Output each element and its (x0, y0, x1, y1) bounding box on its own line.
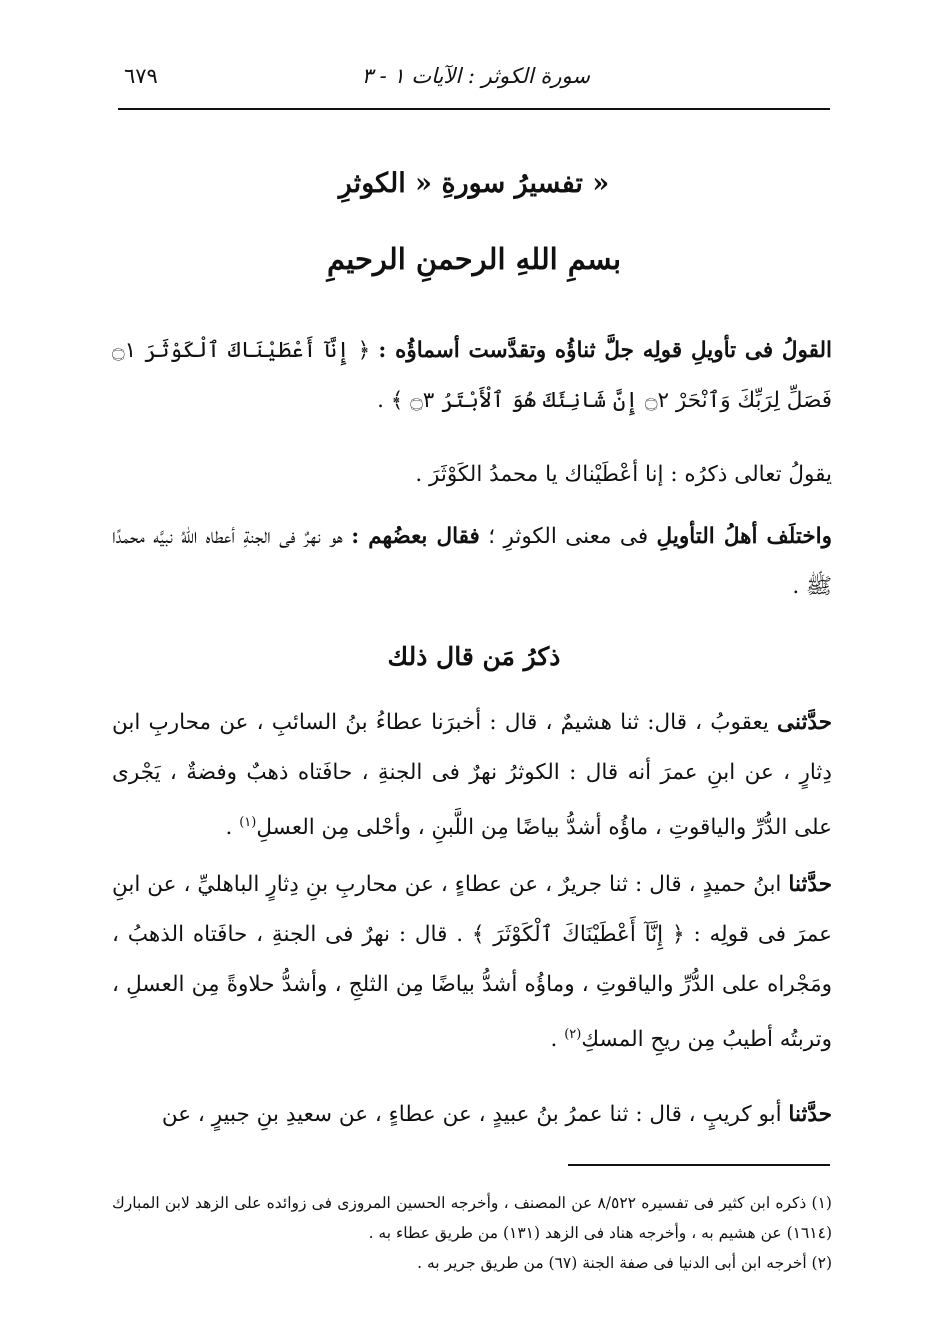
running-title: سورة الكوثر : الآيات ١ - ٣ (361, 64, 590, 88)
paragraph-disagreement (112, 512, 832, 612)
footnote-1: (١) ذكره ابن كثير فى تفسيره ٨/٥٢٢ عن المصنف ، وأخرجه الحسين المروزى فى زوائده على الزهد لابن المبارك (١٦١٤) عن هشيم به ، وأخرجه هناد فى الزهد (١٣١) من طريق عطاء به . (112, 1194, 832, 1242)
footnote-2: (٢) أخرجه ابن أبى الدنيا فى صفة الجنة (٦٧) من طريق جرير به . (417, 1254, 832, 1272)
narration-2-text: ابنُ حميدٍ ، قال : ثنا جريرٌ ، عن عطاءٍ ، عن محاربِ بنِ دِثارٍ الباهليِّ ، عن ابنِ عمرَ فى قولِه : ﴿ إِنَّآ أَعْطَيْنَاكَ ٱلْكَوْثَرَ ﴾ . قال : نهرٌ فى الجنةِ ، حافَتاه الذهبُ ، ومَجْراه على الدُّرِّ والياقوتِ ، وماؤُه أشدُّ بياضًا مِن الثلجِ ، وأشدُّ حلاوةً مِن العسلِ ، وتربتُه أطيبُ مِن ريحِ المسكِ (112, 872, 832, 1053)
narration-3-text: أبو كريبٍ ، قال : ثنا عمرُ بنُ عبيدٍ ، عن عطاءٍ ، عن سعيدِ بنِ جبيرٍ ، عن (161, 1102, 789, 1127)
narration-2-end: . (550, 1027, 565, 1053)
page-header (118, 60, 830, 104)
narration-2 (112, 860, 832, 1065)
surah-title: تفسيرُ سورةِ « الكوثرِ » (338, 168, 610, 199)
footnote-ref-2[interactable]: (٢) (564, 1027, 582, 1042)
disagreement-text-1: فى معنى الكوثرِ ؛ (479, 524, 657, 549)
narration-1-lead: حدَّثنى (777, 710, 832, 735)
disagreement-lead: واختلَف أهلُ التأويلِ (656, 524, 832, 549)
page-number: ٦٧٩ (124, 64, 158, 88)
quran-verses: ﴿ إِنَّآ أَعْطَيْنَاكَ ٱلْكَوْثَرَ ۝١ فَصَلِّ لِرَبِّكَ وَٱنْحَرْ ۝٢ إِنَّ شَانِئَكَ هُوَ ٱلْأَبْتَرُ ۝٣ ﴾ . (112, 338, 832, 413)
basmala: بسمِ اللهِ الرحمنِ الرحيمِ (326, 242, 622, 276)
disagreement-text-2: هو نهرٌ فى الجنةِ أعطاه اللهُ نبيَّه محمدًا ﷺ . (112, 524, 832, 599)
paragraph-meaning: يقولُ تعالى ذكرُه : إنا أعْطَيْناك يا محمدُ الكَوْثَرَ . (415, 462, 832, 487)
narration-1 (112, 698, 832, 853)
narration-1-end: . (225, 815, 240, 841)
narration-3 (112, 1090, 832, 1140)
header-divider (118, 108, 830, 110)
section-heading: ذكرُ مَن قال ذلك (387, 642, 561, 671)
narration-1-text: يعقوبُ ، قال: ثنا هشيمٌ ، قال : أخبرَنا عطاءُ بنُ السائبِ ، عن محاربِ ابن دِثارٍ ، عن ابنِ عمرَ أنه قال : الكوثرُ نهرٌ فى الجنةِ ، حافَتاه ذهبٌ وفضةٌ ، يَجْرى على الدُّرِّ والياقوتِ ، ماؤُه أشدُّ بياضًا مِن اللَّبنِ ، وأحْلى مِن العسلِ (112, 710, 832, 841)
footnote-divider (568, 1164, 830, 1166)
paragraph-verse-intro (112, 326, 832, 426)
footnotes (112, 1188, 832, 1278)
narration-3-lead: حدَّثنا (788, 1102, 832, 1127)
disagreement-lead-2: فقال بعضُهم : (351, 524, 480, 549)
narration-2-lead: حدَّثنا (788, 872, 832, 897)
footnote-ref-1[interactable]: (١) (239, 815, 257, 830)
verse-intro-lead: القولُ فى تأويلِ قولِه جلَّ ثناؤُه وتقدَّست أسماؤُه : (378, 338, 833, 363)
